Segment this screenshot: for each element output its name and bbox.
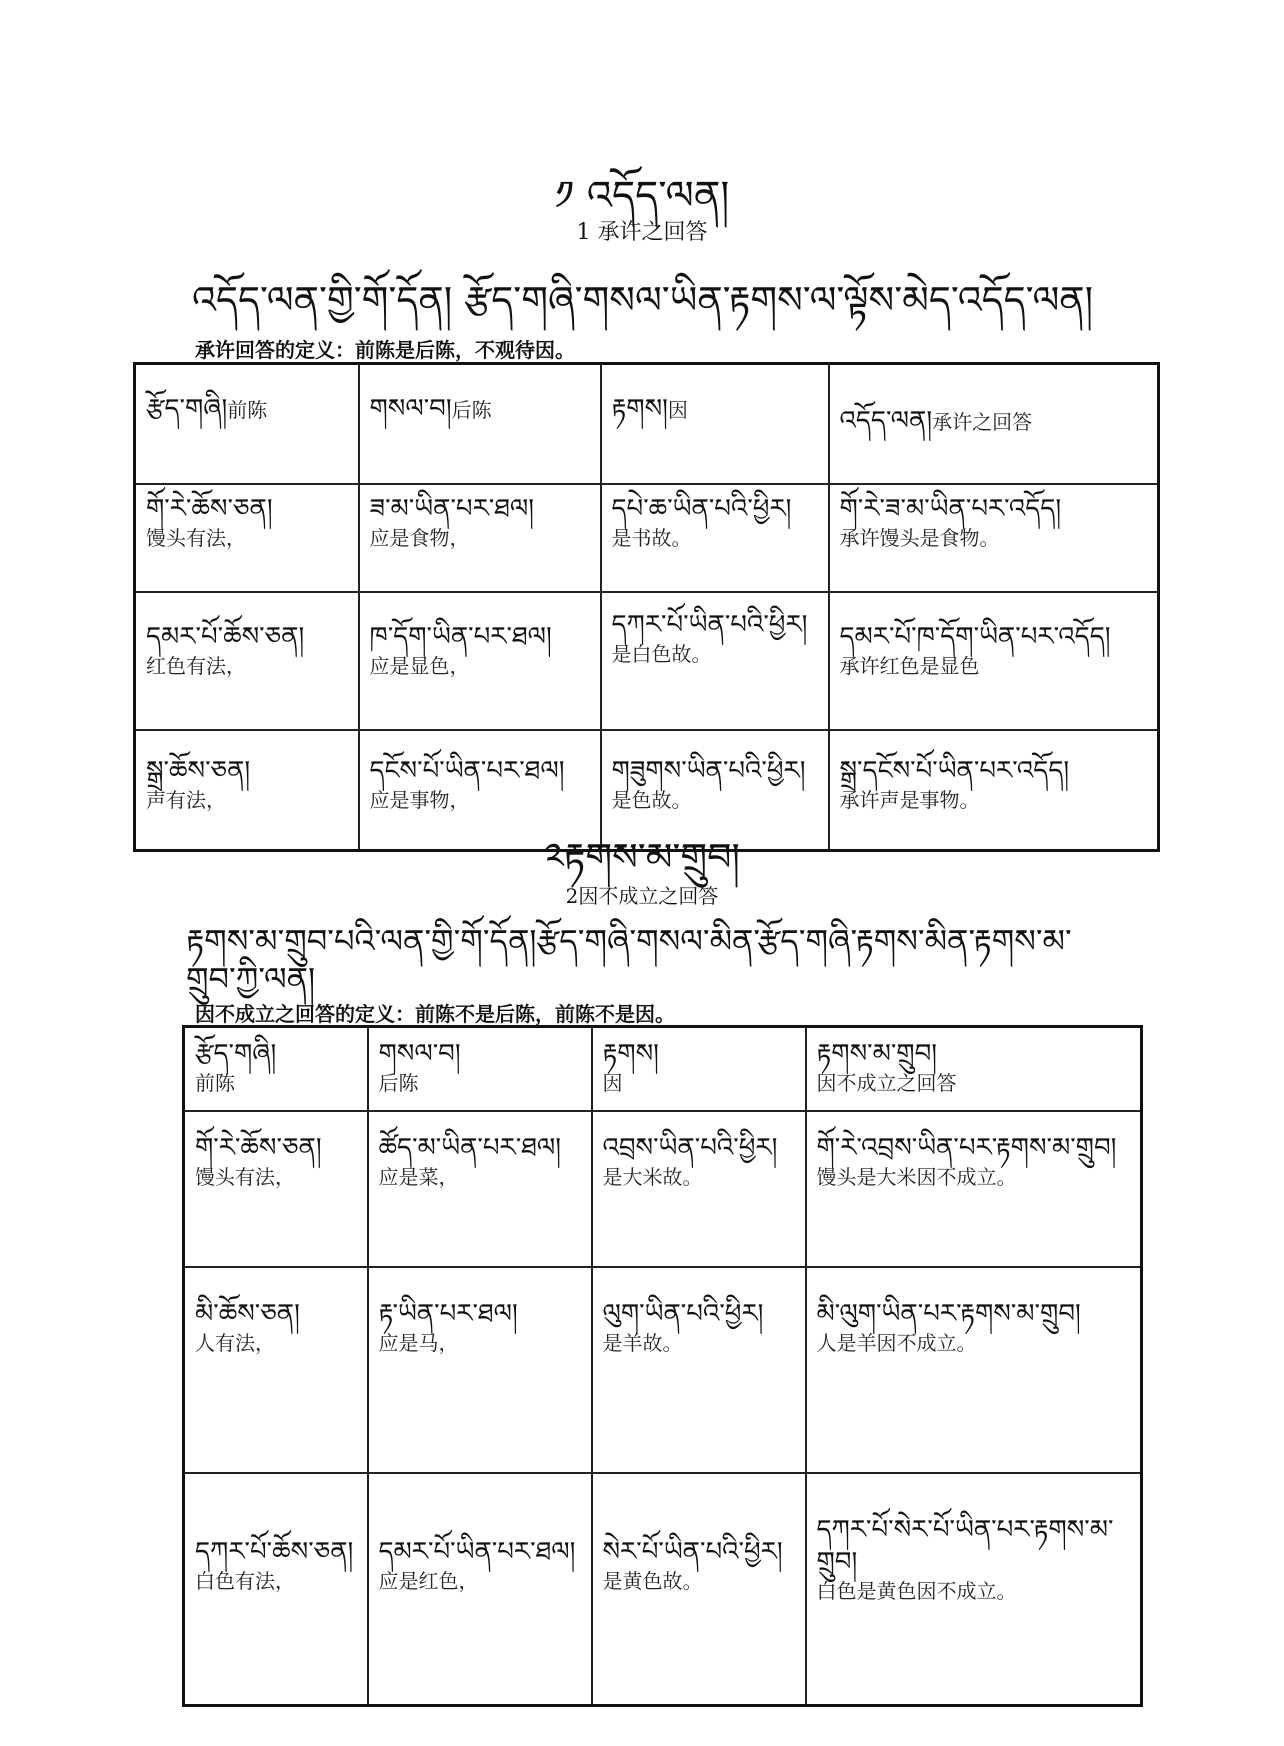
- header-cell-subject: རྩོད་གཞི།前陈: [135, 364, 359, 485]
- table-cell: མི་ཆོས་ཅན། 人有法，: [184, 1267, 368, 1473]
- table-cell: དམར་པོ་ཁ་དོག་ཡིན་པར་འདོད། 承许红色是显色: [829, 592, 1159, 730]
- section2-title: ༢རྟགས་མ་གྲུབ།: [544, 835, 740, 879]
- section2-subtitle: 2因不成立之回答: [565, 884, 719, 908]
- table-cell: སེར་པོ་ཡིན་པའི་ཕྱིར། 是黄色故。: [592, 1473, 806, 1706]
- header-cell-answer: འདོད་ལན།承许之回答: [829, 364, 1159, 485]
- header-cell-subject: རྩོད་གཞི། 前陈: [184, 1027, 368, 1112]
- table-cell: ཁ་དོག་ཡིན་པར་ཐལ། 应是显色，: [359, 592, 601, 730]
- section2-heading: རྟགས་མ་གྲུབ་པའི་ལན་གྱི་གོ་དོན།རྩོད་གཞི་གསལ་མིན་རྩོད་གཞི་རྟགས་མིན་རྟགས་མ་གྲུབ་ཀྱི་ལན།: [186, 922, 1072, 998]
- section1-definition: 承许回答的定义：前陈是后陈，不观待因。: [195, 338, 575, 362]
- table-cell: མི་ལུག་ཡིན་པར་རྟགས་མ་གྲུབ། 人是羊因不成立。: [806, 1267, 1142, 1473]
- section1-title: ༡ འདོད་ལན།: [554, 173, 730, 219]
- section2-definition: 因不成立之回答的定义：前陈不是后陈，前陈不是因。: [195, 1002, 675, 1026]
- section1-subtitle: 1 承许之回答: [576, 220, 708, 245]
- table-cell: ཚོད་མ་ཡིན་པར་ཐལ། 应是菜，: [368, 1111, 592, 1267]
- table-cell: གོ་རེ་ཆོས་ཅན། 馒头有法，: [184, 1111, 368, 1267]
- table-header-row: [184, 1027, 1142, 1112]
- table-cell: དམར་པོ་ཡིན་པར་ཐལ། 应是红色，: [368, 1473, 592, 1706]
- table-cell: གོ་རེ་ཟ་མ་ཡིན་པར་འདོད། 承许馒头是食物。: [829, 484, 1159, 592]
- table-cell: དཔེ་ཆ་ཡིན་པའི་ཕྱིར། 是书故。: [601, 484, 829, 592]
- table-cell: དཀར་པོ་སེར་པོ་ཡིན་པར་རྟགས་མ་གྲུབ། 白色是黄色因不成立。: [806, 1473, 1142, 1706]
- table-row: [184, 1267, 1142, 1473]
- header-cell-answer: རྟགས་མ་གྲུབ། 因不成立之回答: [806, 1027, 1142, 1112]
- table-cell: གོ་རེ་འབྲས་ཡིན་པར་རྟགས་མ་གྲུབ། 馒头是大米因不成立。: [806, 1111, 1142, 1267]
- header-cell-predicate: གསལ་བ། 后陈: [368, 1027, 592, 1112]
- header-cell-reason: རྟགས། 因: [592, 1027, 806, 1112]
- table-cell: དམར་པོ་ཆོས་ཅན། 红色有法，: [135, 592, 359, 730]
- table-cell: གཟུགས་ཡིན་པའི་ཕྱིར། 是色故。: [601, 730, 829, 851]
- table-cell: དཀར་པོ་ཡིན་པའི་ཕྱིར། 是白色故。: [601, 592, 829, 730]
- table-row: [135, 484, 1159, 592]
- table-cell: ལུག་ཡིན་པའི་ཕྱིར། 是羊故。: [592, 1267, 806, 1473]
- table-cell: དངོས་པོ་ཡིན་པར་ཐལ། 应是事物，: [359, 730, 601, 851]
- table-reason-unestablished: [182, 1025, 1143, 1707]
- header-cell-reason: རྟགས།因: [601, 364, 829, 485]
- table-cell: ཟ་མ་ཡིན་པར་ཐལ། 应是食物，: [359, 484, 601, 592]
- table-row: [135, 592, 1159, 730]
- table-cell: སྒྲ་དངོས་པོ་ཡིན་པར་འདོད། 承许声是事物。: [829, 730, 1159, 851]
- table-row: [184, 1111, 1142, 1267]
- table-cell: སྒྲ་ཆོས་ཅན། 声有法，: [135, 730, 359, 851]
- table-cell: འབྲས་ཡིན་པའི་ཕྱིར། 是大米故。: [592, 1111, 806, 1267]
- table-header-row: [135, 364, 1159, 485]
- table-row: [184, 1473, 1142, 1706]
- section1-heading: འདོད་ལན་གྱི་གོ་དོན། རྩོད་གཞི་གསལ་ཡིན་རྟགས་ལ་ལྟོས་མེད་འདོད་ལན།: [192, 278, 1094, 322]
- table-cell: རྟ་ཡིན་པར་ཐལ། 应是马，: [368, 1267, 592, 1473]
- header-cell-predicate: གསལ་བ།后陈: [359, 364, 601, 485]
- table-acceptance-answer: [133, 362, 1160, 852]
- table-cell: གོ་རེ་ཆོས་ཅན། 馒头有法，: [135, 484, 359, 592]
- table-cell: དཀར་པོ་ཆོས་ཅན། 白色有法，: [184, 1473, 368, 1706]
